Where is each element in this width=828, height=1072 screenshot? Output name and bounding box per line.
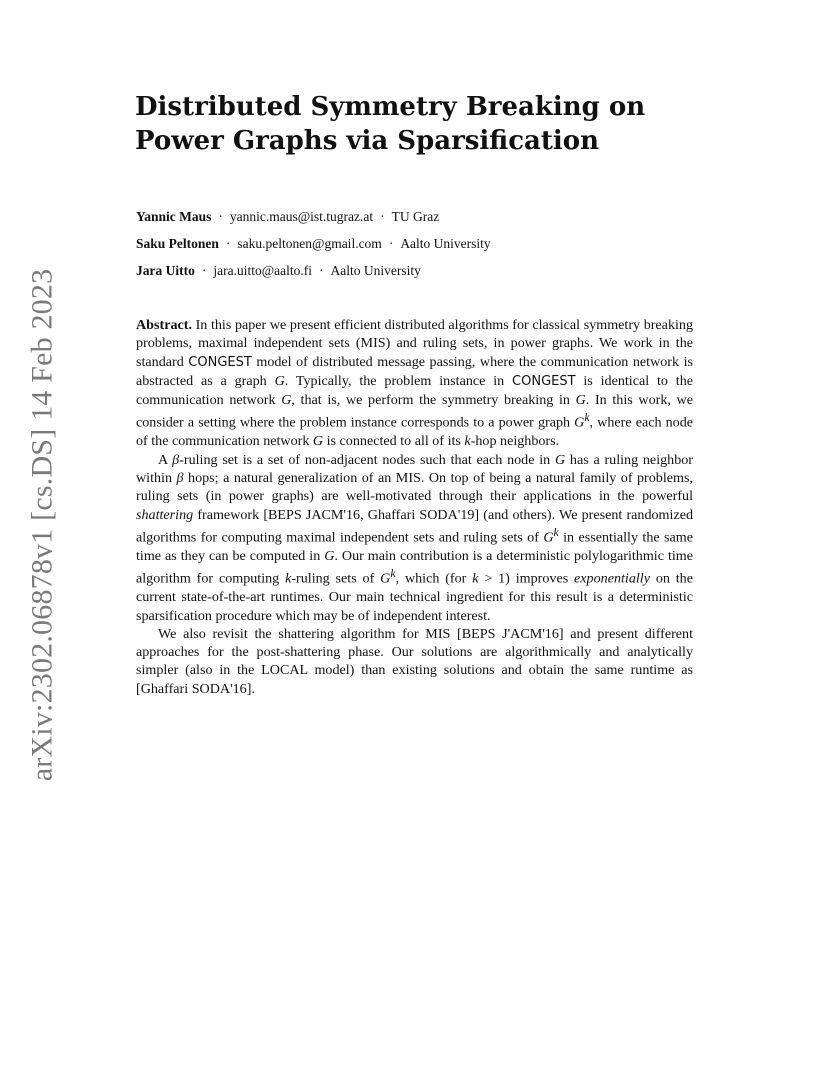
- abstract-text: on the current state-of-the-art runtimes. Our main technical ingredient for this result is a deterministic sparsification procedure which may be of independent interest.: [136, 570, 693, 624]
- abstract-paragraph-2: [136, 451, 693, 625]
- abstract-text: in essentially the same time as they can be computed in: [136, 529, 693, 564]
- math-symbol: β: [172, 451, 180, 468]
- math-symbol: G: [380, 570, 391, 587]
- abstract-text: , which (for: [395, 570, 473, 587]
- abstract-text: > 1) improves: [478, 570, 575, 587]
- abstract-text: . In this work, we consider a setting where the problem instance corresponds to a power graph: [136, 392, 693, 432]
- author-affiliation: Aalto University: [330, 263, 421, 278]
- math-superscript: k: [553, 525, 559, 539]
- abstract-text: model of distributed message passing, where the communication network is abstracted as a graph: [136, 353, 693, 389]
- author-name: Saku Peltonen: [136, 236, 219, 251]
- author-email: yannic.maus@ist.tugraz.at: [229, 209, 374, 224]
- abstract-text: is identical to the communication network: [136, 372, 694, 409]
- abstract-text: A: [158, 451, 173, 468]
- abstract: [136, 316, 693, 698]
- math-symbol: β: [176, 470, 184, 487]
- abstract-text: , where each node of the communication network: [136, 415, 693, 450]
- math-symbol: k: [464, 433, 471, 450]
- abstract-label: Abstract.: [136, 317, 192, 333]
- abstract-text: is connected to all of its: [323, 433, 465, 450]
- congest-model-name: CONGEST: [188, 354, 252, 370]
- author-name: Jara Uitto: [136, 263, 195, 278]
- math-symbol: G: [281, 392, 292, 409]
- abstract-text: has a ruling neighbor within: [136, 451, 693, 487]
- arxiv-identifier-text: arXiv:2302.06878v1 [cs.DS] 14 Feb 2023: [25, 268, 58, 782]
- math-superscript: k: [584, 411, 590, 425]
- abstract-text: , that is, we perform the symmetry breaking in: [291, 392, 576, 409]
- math-symbol: G: [274, 372, 285, 389]
- arxiv-identifier-stamp: [24, 268, 60, 782]
- separator-dot: ·: [218, 209, 223, 224]
- emphasis-text: exponentially: [574, 570, 650, 587]
- abstract-paragraph-3: We also revisit the shattering algorithm for MIS [BEPS J'ACM'16] and present different approaches for the post-shattering phase. Our solutions are algorithmically and analytically simpler (also in the LOCAL model) than existing solutions and obtain the same runtime as [Ghaffari SODA'16].: [136, 625, 693, 697]
- math-symbol: G: [324, 547, 335, 564]
- separator-dot: ·: [380, 209, 385, 224]
- math-symbol: G: [574, 415, 585, 432]
- separator-dot: ·: [388, 236, 394, 251]
- separator-dot: ·: [319, 263, 324, 278]
- author-row: [136, 203, 696, 230]
- abstract-text: hops; a natural generalization of an MIS. On top of being a natural family of problems, ruling sets (in power graphs) are well-motivated through their applications in the powerful: [136, 470, 693, 505]
- paper-title-line-2: Power Graphs via Sparsification: [135, 126, 600, 156]
- author-name: Yannic Maus: [136, 209, 212, 224]
- separator-dot: ·: [201, 263, 207, 278]
- author-email: saku.peltonen@gmail.com: [237, 236, 382, 251]
- author-list: [136, 203, 696, 284]
- author-row: [136, 230, 696, 257]
- math-symbol: G: [575, 392, 586, 409]
- author-affiliation: Aalto University: [400, 236, 491, 251]
- congest-model-name: CONGEST: [512, 373, 576, 389]
- author-affiliation: TU Graz: [391, 209, 440, 224]
- abstract-paragraph-1: [136, 316, 693, 451]
- author-email: jara.uitto@aalto.fi: [213, 263, 313, 278]
- abstract-text: . Our main contribution is a deterministic polylogarithmic time algorithm for computing: [136, 547, 693, 587]
- abstract-text: -ruling set is a set of non-adjacent nodes such that each node in: [179, 451, 555, 468]
- math-symbol: G: [554, 451, 566, 468]
- math-symbol: G: [312, 433, 324, 450]
- abstract-text: framework [BEPS JACM'16, Ghaffari SODA'19] (and others). We present randomized algorithms for computing maximal independent sets and ruling sets of: [136, 506, 693, 546]
- author-row: [136, 257, 696, 284]
- math-symbol: k: [285, 570, 292, 587]
- math-symbol: k: [472, 570, 479, 587]
- math-superscript: k: [390, 567, 396, 581]
- abstract-text: -hop neighbors.: [470, 433, 560, 450]
- paper-title: [135, 90, 695, 158]
- abstract-text: -ruling sets of: [291, 570, 381, 587]
- abstract-text: . Typically, the problem instance in: [284, 372, 513, 389]
- math-symbol: G: [543, 529, 554, 546]
- abstract-text: In this paper we present efficient distributed algorithms for classical symmetry breaking problems, maximal independent sets (MIS) and ruling sets, in power graphs. We work in the standard: [136, 317, 693, 370]
- emphasis-text: shattering: [136, 506, 194, 523]
- separator-dot: ·: [225, 236, 231, 251]
- paper-title-line-1: Distributed Symmetry Breaking on: [135, 92, 646, 122]
